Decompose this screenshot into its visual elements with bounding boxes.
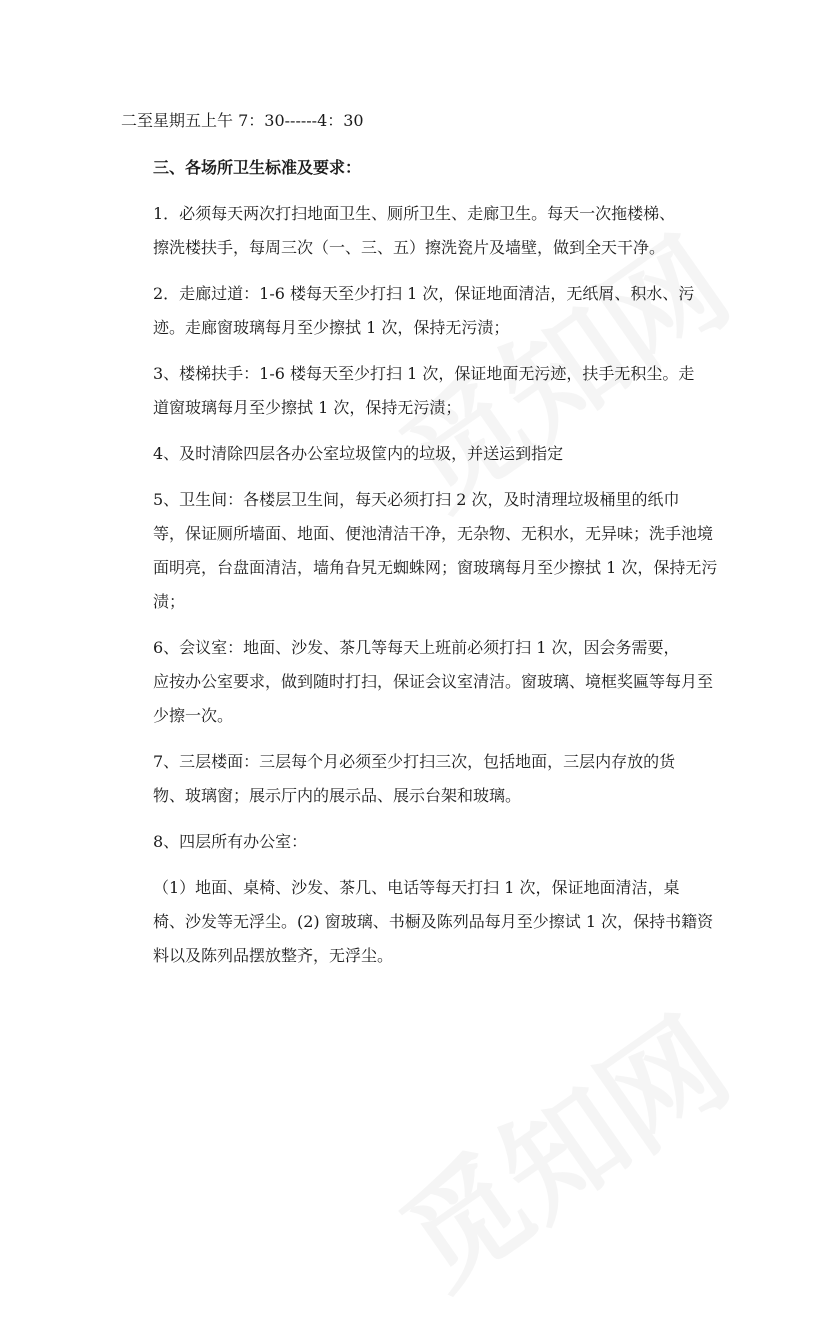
paragraph-6: 6、会议室：地面、沙发、茶几等每天上班前必须打扫 1 次，因会务需要， 应按办公室要求，做到随时打扫，保证会议室清洁。窗玻璃、境框奖匾等每月至 少擦一次。 bbox=[153, 638, 714, 725]
paragraph-9: （1）地面、桌椅、沙发、茶几、电话等每天打扫 1 次，保证地面清洁，桌 椅、沙发等无浮尘。(2) 窗玻璃、书橱及陈列品每月至少擦试 1 次，保持书籍资 料以及陈列品摆放整齐，无浮尘。 bbox=[153, 878, 714, 965]
watermark bbox=[363, 972, 757, 1319]
paragraph-4: 4、及时清除四层各办公室垃圾筐内的垃圾，并送运到指定 bbox=[153, 444, 564, 463]
paragraph-3: 3、楼梯扶手：1-6 楼每天至少打扫 1 次，保证地面无污迹，扶手无积尘。走 道窗玻璃每月至少擦拭 1 次，保持无污渍； bbox=[153, 364, 695, 417]
schedule-line: 二至星期五上午 7：30------4：30 bbox=[121, 111, 364, 130]
paragraph-8: 8、四层所有办公室： bbox=[153, 832, 308, 851]
paragraph-1: 1．必须每天两次打扫地面卫生、厕所卫生、走廊卫生。每天一次拖楼梯、 擦洗楼扶手，每周三次（一、三、五）擦洗瓷片及墙壁，做到全天干净。 bbox=[153, 204, 676, 257]
paragraph-5: 5、卫生间：各楼层卫生间，每天必须打扫 2 次，及时清理垃圾桶里的纸巾 等，保证厕所墙面、地面、便池清洁干净，无杂物、无积水，无异味；洗手池境 面明亮，台盘面清洁，墙角旮旯无蜘蛛网；窗玻璃每月至少擦拭 1 次，保持无污 渍； bbox=[153, 490, 718, 611]
section-heading: 三、各场所卫生标准及要求： bbox=[153, 158, 362, 177]
document-body bbox=[121, 104, 721, 985]
paragraph-2: 2．走廊过道：1-6 楼每天至少打扫 1 次，保证地面清洁，无纸屑、积水、污 迹。走廊窗玻璃每月至少擦拭 1 次，保持无污渍； bbox=[153, 284, 695, 337]
paragraph-7: 7、三层楼面：三层每个月必须至少打扫三次，包括地面，三层内存放的货 物、玻璃窗；展示厅内的展示品、展示台架和玻璃。 bbox=[153, 752, 676, 805]
